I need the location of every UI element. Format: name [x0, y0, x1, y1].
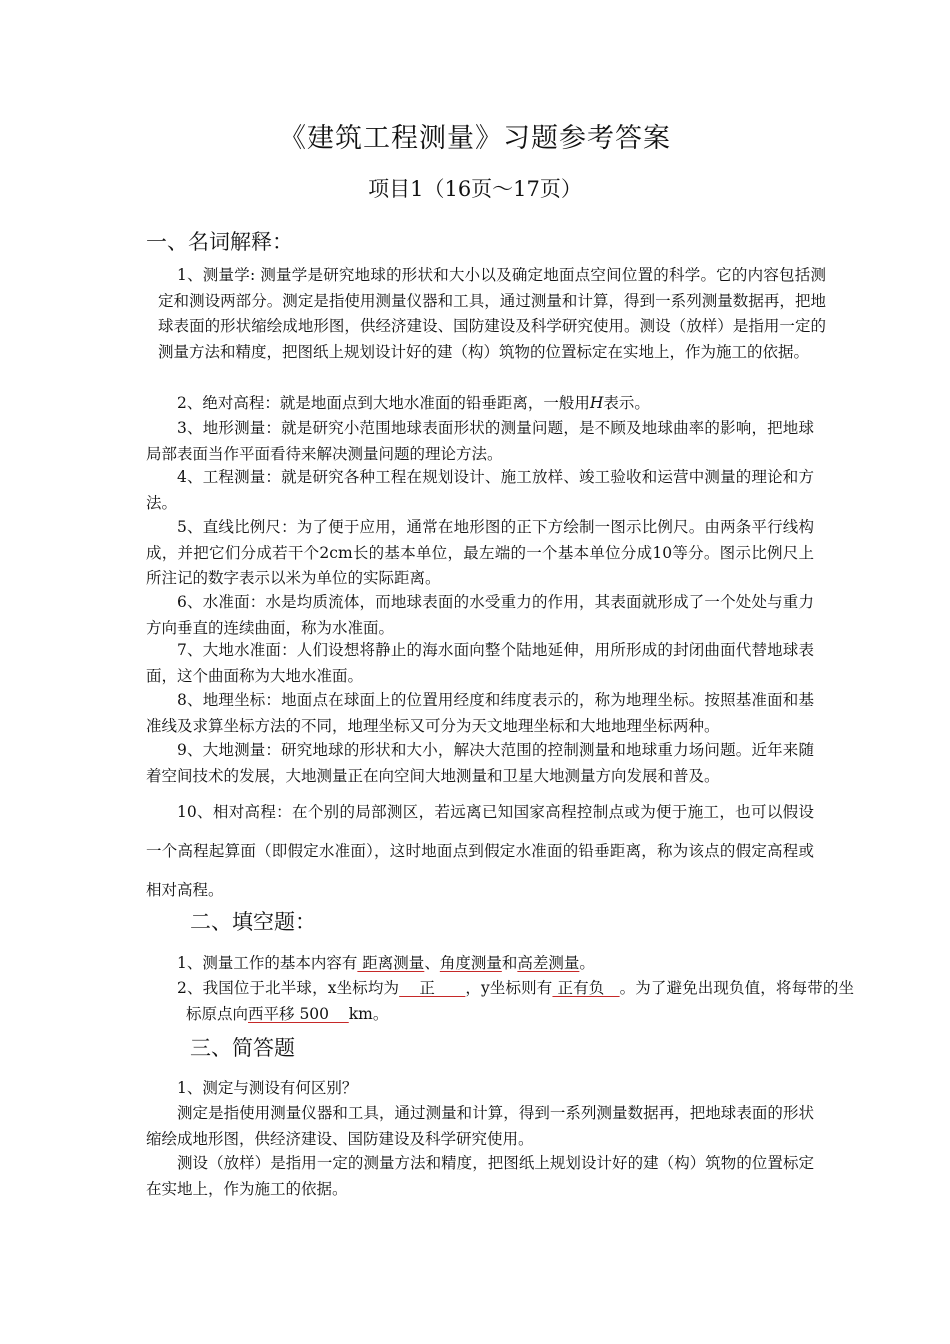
definition-item-5: 5、直线比例尺：为了便于应用，通常在地形图的正下方绘制一图示比例尺。由两条平行线构成，并把它们分成若干个2cm长的基本单位，最左端的一个基本单位分成10等分。图示比例尺上所注记的数字表示以米为单位的实际距离。 — [146, 518, 814, 587]
answer-blank: 高差测量 — [517, 954, 580, 972]
definition-item-4: 4、工程测量：就是研究各种工程在规划设计、施工放样、竣工验收和运营中测量的理论和方法。 — [146, 468, 814, 512]
fill-question-2-end: km。 — [348, 1004, 389, 1023]
punctuation: 、 — [424, 954, 440, 972]
short-answer-question-1: 1、测定与测设有何区别？ — [177, 1079, 358, 1097]
answer-blank: 正有负 — [552, 979, 620, 997]
fill-question-1 — [146, 951, 814, 977]
document-title: 《建筑工程测量》习题参考答案 — [279, 123, 671, 154]
definition-item-2-text: 2、绝对高程：就是地面点到大地水准面的铅垂距离，一般用 — [177, 394, 590, 412]
definition-item-10: 10、相对高程：在个别的局部测区，若远离已知国家高程控制点或为便于施工，也可以假设一个高程起算面（即假定水准面），这时地面点到假定水准面的铅垂距离，称为该点的假定高程或相对高程。 — [146, 803, 814, 899]
fill-question-2-text: 2、我国位于北半球，x坐标均为 — [177, 979, 400, 997]
definition-item-6: 6、水准面：水是均质流体，而地球表面的水受重力的作用，其表面就形成了一个处处与重力方向垂直的连续曲面，称为水准面。 — [146, 593, 814, 637]
definition-item-2-tail: 表示。 — [603, 394, 650, 412]
short-answer-paragraph-2: 测设（放样）是指用一定的测量方法和精度，把图纸上规划设计好的建（构）筑物的位置标定在实地上，作为施工的依据。 — [146, 1154, 814, 1198]
short-answer-paragraph-1: 测定是指使用测量仪器和工具，通过测量和计算，得到一系列测量数据再，把地球表面的形状缩绘成地形图，供经济建设、国防建设及科学研究使用。 — [146, 1104, 814, 1148]
fill-question-1-text: 1、测量工作的基本内容有 — [177, 954, 358, 972]
section-heading-definitions: 一、名词解释： — [146, 230, 293, 254]
definition-item-1: 1、测量学: 测量学是研究地球的形状和大小以及确定地面点空间位置的科学。它的内容包括测定和测设两部分。测定是指使用测量仪器和工具，通过测量和计算，得到一系列测量数据再，把地球表面的形状缩绘成地形图，供经济建设、国防建设及科学研究使用。测设（放样）是指用一定的测量方法和精度，把图纸上规划设计好的建（构）筑物的位置标定在实地上，作为施工的依据。 — [158, 266, 826, 361]
answer-blank: 西平移 500 — [248, 1004, 349, 1023]
definition-item-8: 8、地理坐标：地面点在球面上的位置用经度和纬度表示的，称为地理坐标。按照基准面和基准线及求算坐标方法的不同，地理坐标又可分为天文地理坐标和大地地理坐标两种。 — [146, 691, 814, 735]
document-subtitle: 项目1（16页～17页） — [368, 177, 582, 201]
section-heading-fill-in: 二、填空题： — [190, 910, 316, 934]
fill-question-2 — [146, 976, 854, 1027]
punctuation: 。 — [579, 954, 595, 972]
answer-blank: 角度测量 — [439, 954, 502, 972]
fill-question-2-mid2: 。为了避免出现负值，将每带的坐标原点向 — [186, 979, 854, 1023]
definition-item-3: 3、地形测量：就是研究小范围地球表面形状的测量问题，是不顾及地球曲率的影响，把地球局部表面当作平面看待来解决测量问题的理论方法。 — [146, 419, 814, 463]
punctuation: 和 — [501, 954, 518, 972]
definition-item-7: 7、大地水准面：人们设想将静止的海水面向整个陆地延伸，用所形成的封闭曲面代替地球表面，这个曲面称为大地水准面。 — [146, 641, 814, 685]
fill-question-2-mid: ，y坐标则有 — [465, 979, 553, 997]
definition-item-2 — [146, 391, 814, 417]
answer-blank: 正 — [399, 979, 466, 997]
definition-item-9: 9、大地测量：研究地球的形状和大小，解决大范围的控制测量和地球重力场问题。近年来随着空间技术的发展，大地测量正在向空间大地测量和卫星大地测量方向发展和普及。 — [146, 741, 814, 785]
answer-blank: 距离测量 — [357, 954, 425, 972]
section-heading-short-answer: 三、简答题 — [190, 1036, 295, 1060]
definition-item-2-var: H — [589, 394, 604, 412]
